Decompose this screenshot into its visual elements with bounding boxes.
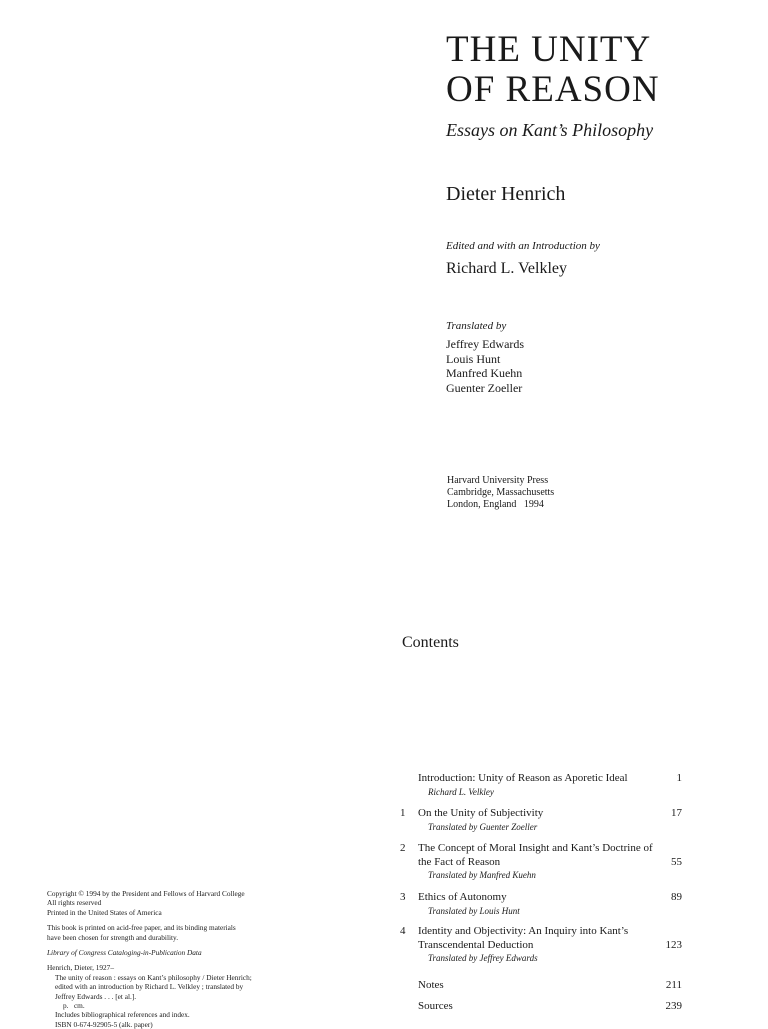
toc-page: 17 bbox=[671, 807, 682, 819]
cip-line: Jeffrey Edwards . . . [et al.]. bbox=[55, 991, 137, 1001]
copyright-line: Printed in the United States of America bbox=[47, 907, 162, 917]
copyright-line: Copyright © 1994 by the President and Fellows of Harvard College bbox=[47, 889, 245, 898]
cip-heading: Library of Congress Cataloging-in-Publication Data bbox=[47, 948, 202, 958]
toc-title: Notes bbox=[418, 979, 444, 991]
copyright-block bbox=[47, 889, 287, 1029]
toc-title: Identity and Objectivity: An Inquiry into Kant’s Transcendental Deduction bbox=[418, 925, 629, 951]
toc-entry bbox=[400, 979, 682, 993]
cip-line: ISBN 0-674-92905-5 (alk. paper) bbox=[55, 1019, 153, 1029]
toc-title: Sources bbox=[418, 1000, 453, 1012]
translated-by-note: Translated by bbox=[446, 320, 507, 332]
toc-number: 4 bbox=[400, 925, 406, 937]
translator-name: Guenter Zoeller bbox=[446, 380, 523, 395]
book-subtitle: Essays on Kant’s Philosophy bbox=[446, 120, 654, 140]
copyright-line: All rights reserved bbox=[47, 898, 102, 908]
paper-note-line: This book is printed on acid-free paper, and its binding materials bbox=[47, 923, 236, 933]
toc-page: 211 bbox=[665, 979, 682, 991]
toc-entry bbox=[400, 925, 682, 965]
cip-line: The unity of reason : essays on Kant’s philosophy / Dieter Henrich; bbox=[55, 972, 252, 982]
editor-name: Richard L. Velkley bbox=[446, 260, 568, 277]
toc-translator: Translated by Jeffrey Edwards bbox=[428, 953, 538, 964]
translator-name: Jeffrey Edwards bbox=[446, 337, 525, 351]
toc-title: The Concept of Moral Insight and Kant’s Doctrine of the Fact of Reason bbox=[418, 842, 653, 868]
toc-entry bbox=[400, 772, 682, 799]
contents-heading: Contents bbox=[402, 634, 459, 651]
book-title-line-2: OF REASON bbox=[446, 69, 660, 110]
toc-title: Ethics of Autonomy bbox=[418, 891, 507, 903]
publisher-line: Cambridge, Massachusetts bbox=[447, 487, 555, 499]
cip-line: Includes bibliographical references and index. bbox=[55, 1010, 190, 1020]
paper-note-line: have been chosen for strength and durability. bbox=[47, 932, 179, 942]
cip-line: Henrich, Dieter, 1927– bbox=[47, 963, 114, 973]
toc-number: 3 bbox=[400, 891, 406, 903]
toc-page: 89 bbox=[671, 891, 682, 903]
toc-translator: Translated by Manfred Kuehn bbox=[428, 870, 536, 881]
toc-translator: Translated by Louis Hunt bbox=[428, 905, 520, 916]
toc-translator: Richard L. Velkley bbox=[428, 786, 494, 797]
toc-entry bbox=[400, 1000, 682, 1014]
translator-name: Manfred Kuehn bbox=[446, 366, 523, 380]
toc-number: 2 bbox=[400, 842, 406, 854]
toc-entry bbox=[400, 842, 682, 882]
author-name: Dieter Henrich bbox=[446, 183, 566, 205]
toc-title: Introduction: Unity of Reason as Aporetic Ideal bbox=[418, 772, 628, 784]
book-title-line-1: THE UNITY bbox=[446, 29, 652, 70]
toc-title: On the Unity of Subjectivity bbox=[418, 807, 544, 819]
publisher-line: London, England 1994 bbox=[447, 499, 544, 511]
toc-entry bbox=[400, 891, 682, 918]
publisher-info bbox=[447, 475, 554, 512]
book-title bbox=[446, 30, 660, 110]
translator-name: Louis Hunt bbox=[446, 351, 501, 366]
toc-number: 1 bbox=[400, 807, 406, 819]
toc-entry bbox=[400, 807, 682, 834]
cip-line: p. cm. bbox=[63, 1001, 85, 1011]
publisher-line: Harvard University Press bbox=[447, 475, 549, 486]
editor-note: Edited and with an Introduction by bbox=[446, 240, 600, 252]
toc-page: 55 bbox=[671, 855, 682, 868]
toc-page: 1 bbox=[676, 772, 682, 784]
translator-list bbox=[446, 337, 524, 395]
cip-line: edited with an introduction by Richard L. Velkley ; translated by bbox=[55, 982, 244, 992]
toc-page: 239 bbox=[665, 1000, 682, 1012]
toc-translator: Translated by Guenter Zoeller bbox=[428, 821, 538, 832]
toc-page: 123 bbox=[665, 938, 682, 951]
